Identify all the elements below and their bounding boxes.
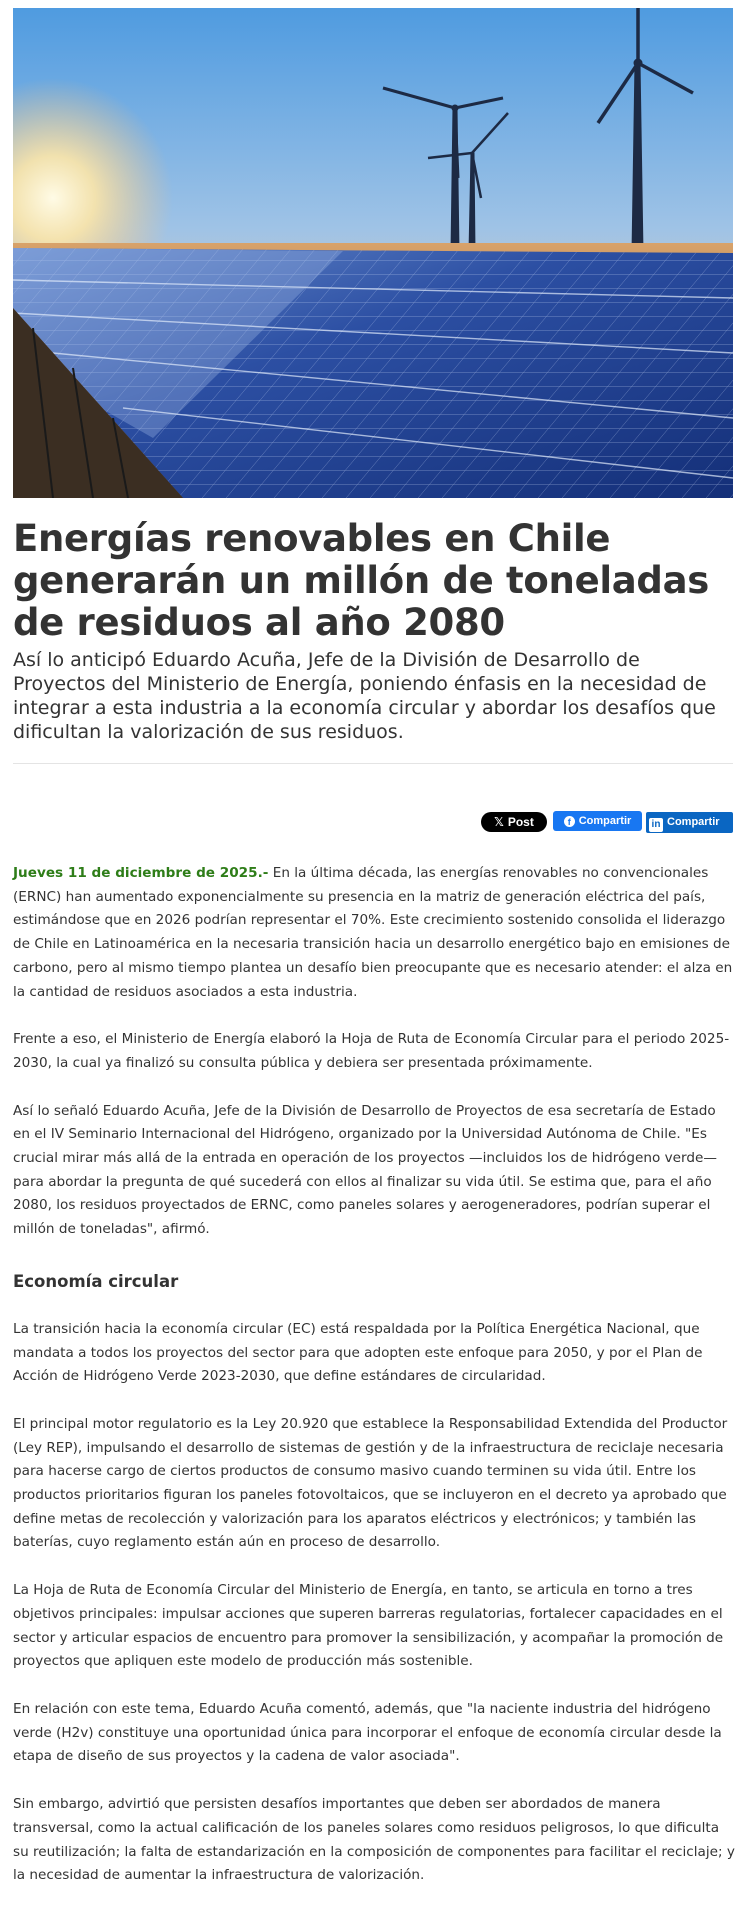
share-facebook-button[interactable] [553, 811, 642, 831]
solar-wind-illustration [13, 8, 733, 498]
article-body [13, 862, 735, 1912]
section-heading: Economía circular [13, 1271, 179, 1291]
hero-image [13, 8, 733, 498]
page-title: Energías renovables en Chile generarán un millón de toneladas de residuos al año 2080 [13, 517, 710, 644]
linkedin-logo-icon: in [649, 818, 663, 832]
article-lead: Así lo anticipó Eduardo Acuña, Jefe de la División de Desarrollo de Proyectos del Ministerio de Energía, poniendo énfasis en la necesidad de integrar a esta industria a la economía circular y abordar los desafíos que dificultan la valorización de sus residuos. [13, 649, 716, 743]
facebook-logo-icon: f [564, 816, 575, 827]
share-x-label: Post [507, 815, 534, 829]
solar-panels [13, 248, 733, 498]
share-x-button[interactable] [481, 812, 547, 832]
article-paragraph: La Hoja de Ruta de Economía Circular del Ministerio de Energía, en tanto, se articula en torno a tres objetivos principales: impulsar acciones que superen barreras regulatorias, fortalecer capacidades en el sector y articular espacios de encuentro para promover la sensibilización, y acompañar la promoción de proyectos que apliquen este modelo de producción más sostenible. [13, 1582, 724, 1670]
article-paragraph: El principal motor regulatorio es la Ley 20.920 que establece la Responsabilidad Extendida del Productor (Ley REP), impulsando el desarrollo de sistemas de gestión y de la infraestructura de reciclaje necesaria para hacerse cargo de ciertos productos de consumo masivo cuando terminen su vida útil. Entre los productos prioritarios figuran los paneles fotovoltaicos, que se incluyeron en el decreto ya aprobado que define metas de recolección y valorización para los aparatos eléctricos y electrónicos; y también las baterías, cuyo reglamento están aún en proceso de desarrollo. [13, 1415, 728, 1551]
article-paragraph: Frente a eso, el Ministerio de Energía elaboró la Hoja de Ruta de Economía Circular para el periodo 2025-2030, la cual ya finalizó su consulta pública y debiera ser presentada próximamente. [13, 1031, 730, 1071]
share-linkedin-label: Compartir [667, 816, 720, 828]
divider [13, 763, 733, 764]
dateline: Jueves 11 de diciembre de 2025.- [13, 865, 269, 881]
article-paragraph: Sin embargo, advirtió que persisten desafíos importantes que deben ser abordados de manera transversal, como la actual calificación de los paneles solares como residuos peligrosos, lo que dificulta su reutilización; la falta de estandarización en la composición de componentes para facilitar el reciclaje; y la necesidad de aumentar la infraestructura de valorización. [13, 1796, 735, 1884]
intro-text: En la última década, las energías renovables no convencionales (ERNC) han aumentado exponencialmente su presencia en la matriz de generación eléctrica del país, estimándose que en 2026 podrían representar el 70%. Este crecimiento sostenido consolida el liderazgo de Chile en Latinoamérica en la necesaria transición hacia un desarrollo energético bajo en emisiones de carbono, pero al mismo tiempo plantea un desafío bien preocupante que es necesario atender: el alza en la cantidad de residuos asociados a esta industria. [13, 865, 733, 1000]
article-paragraph: Así lo señaló Eduardo Acuña, Jefe de la División de Desarrollo de Proyectos de esa secretaría de Estado en el IV Seminario Internacional del Hidrógeno, organizado por la Universidad Autónoma de Chile. "Es crucial mirar más allá de la entrada en operación de los proyectos —incluidos los de hidrógeno verde— para abordar la pregunta de qué sucederá con ellos al finalizar su vida útil. Se estima que, para el año 2080, los residuos proyectados de ERNC, como paneles solares y aerogeneradores, podrían superar el millón de toneladas", afirmó. [13, 1102, 717, 1238]
article-paragraph: La transición hacia la economía circular (EC) está respaldada por la Política Energética Nacional, que mandata a todos los proyectos del sector para que adopten este enfoque para 2050, y por el Plan de Acción de Hidrógeno Verde 2023-2030, que define estándares de circularidad. [13, 1320, 703, 1385]
article-paragraph: En relación con este tema, Eduardo Acuña comentó, además, que "la naciente industria del hidrógeno verde (H2v) constituye una oportunidad única para incorporar el enfoque de economía circular desde la etapa de diseño de sus proyectos y la cadena de valor asociada". [13, 1700, 722, 1765]
article-intro [13, 862, 735, 1004]
share-facebook-label: Compartir [578, 815, 632, 827]
x-logo-icon: 𝕏 [494, 815, 504, 829]
share-linkedin-button[interactable] [646, 812, 733, 833]
